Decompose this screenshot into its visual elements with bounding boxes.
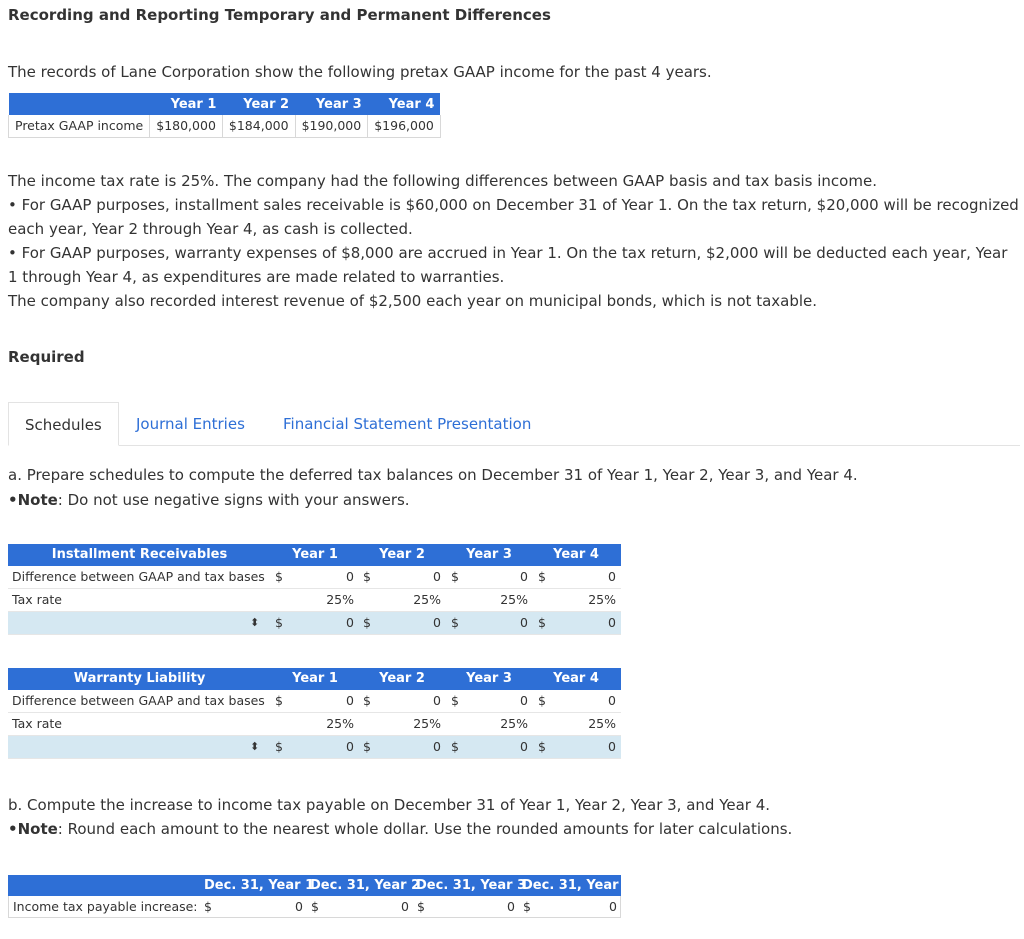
warranty-rate-year3: 25%: [500, 716, 528, 731]
increase-input-year4[interactable]: 0: [609, 899, 617, 914]
warranty-rate-label: Tax rate: [12, 716, 62, 731]
pretax-header-year4: Year 4: [368, 93, 441, 115]
warranty-title: Warranty Liability: [73, 671, 206, 686]
installment-diff-currency-1: $: [275, 569, 283, 584]
pretax-header-year3: Year 3: [295, 93, 368, 115]
installment-diff-currency-2: $: [363, 569, 371, 584]
part-b-note: [8, 817, 792, 841]
installment-year3: Year 3: [466, 547, 512, 562]
warranty-total-input-year1[interactable]: 0: [346, 739, 354, 754]
warranty-schedule: [8, 668, 621, 759]
warranty-total-row: [8, 736, 621, 759]
installment-total-currency-2: $: [363, 615, 371, 630]
income-tax-payable-table: [8, 875, 633, 918]
installment-header: [8, 544, 621, 566]
warranty-total-currency-2: $: [363, 739, 371, 754]
tab-financial-statement-presentation[interactable]: Financial Statement Presentation: [283, 415, 532, 433]
pretax-value-year4: $196,000: [368, 115, 441, 137]
installment-total-currency-3: $: [451, 615, 459, 630]
installment-schedule: [8, 544, 621, 635]
part-b-note-text: : Round each amount to the nearest whole dollar. Use the rounded amounts for later calculations.: [57, 820, 793, 838]
pretax-income-table: [8, 93, 441, 138]
pretax-value-year2: $184,000: [222, 115, 295, 137]
installment-year1: Year 1: [292, 547, 338, 562]
warranty-rate-year4: 25%: [588, 716, 616, 731]
part-a-note: [8, 488, 410, 512]
installment-year2: Year 2: [379, 547, 425, 562]
part-a-instruction: a. Prepare schedules to compute the deferred tax balances on December 31 of Year 1, Year 2, Year 3, and Year 4.: [8, 466, 858, 484]
installment-rate-label: Tax rate: [12, 592, 62, 607]
part-b-note-label: •Note: [8, 820, 58, 838]
increase-row: [8, 896, 621, 918]
installment-diff-input-year4[interactable]: 0: [608, 569, 616, 584]
increase-header-year4: Dec. 31, Year 4: [522, 878, 633, 893]
fact-warranty: • For GAAP purposes, warranty expenses of $8,000 are accrued in Year 1. On the tax return, $2,000 will be deducted each year, Year 1 through Year 4, as expenditures are made related to warranties.: [8, 244, 1008, 286]
increase-currency-2: $: [311, 899, 319, 914]
pretax-header-year2: Year 2: [222, 93, 295, 115]
increase-header-year1: Dec. 31, Year 1: [204, 878, 315, 893]
warranty-year4: Year 4: [553, 671, 599, 686]
installment-rate-year2: 25%: [413, 592, 441, 607]
increase-currency-4: $: [523, 899, 531, 914]
installment-total-currency-4: $: [538, 615, 546, 630]
warranty-rate-year2: 25%: [413, 716, 441, 731]
installment-total-input-year2[interactable]: 0: [433, 615, 441, 630]
installment-diff-input-year3[interactable]: 0: [520, 569, 528, 584]
installment-total-row: [8, 612, 621, 635]
pretax-value-year3: $190,000: [295, 115, 368, 137]
installment-diff-label: Difference between GAAP and tax bases: [12, 569, 265, 584]
increase-input-year3[interactable]: 0: [507, 899, 515, 914]
warranty-diff-currency-2: $: [363, 693, 371, 708]
installment-rate-row: [8, 589, 621, 612]
warranty-total-input-year3[interactable]: 0: [520, 739, 528, 754]
tab-journal-entries[interactable]: Journal Entries: [136, 415, 245, 433]
installment-label-select[interactable]: ⬍: [250, 616, 260, 629]
installment-diff-input-year2[interactable]: 0: [433, 569, 441, 584]
installment-total-input-year3[interactable]: 0: [520, 615, 528, 630]
warranty-diff-row: [8, 690, 621, 713]
pretax-header-year1: Year 1: [150, 93, 223, 115]
tab-schedules[interactable]: Schedules: [8, 402, 119, 446]
warranty-year2: Year 2: [379, 671, 425, 686]
warranty-diff-currency-4: $: [538, 693, 546, 708]
increase-currency-3: $: [417, 899, 425, 914]
part-b-instruction: b. Compute the increase to income tax payable on December 31 of Year 1, Year 2, Year 3, and Year 4.: [8, 796, 771, 814]
intro-text: The records of Lane Corporation show the following pretax GAAP income for the past 4 years.: [8, 63, 712, 81]
pretax-value-year1: $180,000: [150, 115, 223, 137]
increase-input-year2[interactable]: 0: [401, 899, 409, 914]
warranty-diff-input-year4[interactable]: 0: [608, 693, 616, 708]
warranty-rate-year1: 25%: [326, 716, 354, 731]
warranty-diff-currency-3: $: [451, 693, 459, 708]
installment-rate-year4: 25%: [588, 592, 616, 607]
increase-header-year2: Dec. 31, Year 2: [310, 878, 421, 893]
facts-block: [8, 169, 1020, 313]
warranty-total-input-year4[interactable]: 0: [608, 739, 616, 754]
pretax-corner: [9, 93, 150, 115]
installment-total-input-year1[interactable]: 0: [346, 615, 354, 630]
part-a-note-label: •Note: [8, 491, 58, 509]
fact-installment: • For GAAP purposes, installment sales receivable is $60,000 on December 31 of Year 1. On the tax return, $20,000 will be recognized each year, Year 2 through Year 4, as cash is collected.: [8, 196, 1019, 238]
part-a-note-text: : Do not use negative signs with your answers.: [57, 491, 410, 509]
installment-diff-currency-3: $: [451, 569, 459, 584]
pretax-row-label: Pretax GAAP income: [9, 115, 150, 137]
warranty-diff-input-year3[interactable]: 0: [520, 693, 528, 708]
installment-total-currency-1: $: [275, 615, 283, 630]
installment-rate-year1: 25%: [326, 592, 354, 607]
installment-diff-row: [8, 566, 621, 589]
tab-bar: [8, 402, 1020, 446]
warranty-year3: Year 3: [466, 671, 512, 686]
warranty-total-currency-4: $: [538, 739, 546, 754]
installment-diff-currency-4: $: [538, 569, 546, 584]
warranty-header: [8, 668, 621, 690]
increase-header: [8, 875, 633, 896]
warranty-rate-row: [8, 713, 621, 736]
warranty-label-select[interactable]: ⬍: [250, 740, 260, 753]
warranty-diff-input-year2[interactable]: 0: [433, 693, 441, 708]
installment-diff-input-year1[interactable]: 0: [346, 569, 354, 584]
increase-currency-1: $: [204, 899, 212, 914]
warranty-diff-input-year1[interactable]: 0: [346, 693, 354, 708]
required-heading: Required: [8, 348, 85, 366]
increase-input-year1[interactable]: 0: [295, 899, 303, 914]
page-title: Recording and Reporting Temporary and Permanent Differences: [8, 6, 551, 24]
installment-year4: Year 4: [553, 547, 599, 562]
installment-title: Installment Receivables: [51, 547, 228, 562]
warranty-diff-label: Difference between GAAP and tax bases: [12, 693, 265, 708]
warranty-total-currency-3: $: [451, 739, 459, 754]
warranty-total-input-year2[interactable]: 0: [433, 739, 441, 754]
increase-header-year3: Dec. 31, Year 3: [416, 878, 527, 893]
warranty-total-currency-1: $: [275, 739, 283, 754]
increase-row-label: Income tax payable increase:: [13, 899, 198, 914]
fact-tax-rate: The income tax rate is 25%. The company had the following differences between GAAP basis and tax basis income.: [8, 172, 877, 190]
installment-rate-year3: 25%: [500, 592, 528, 607]
warranty-diff-currency-1: $: [275, 693, 283, 708]
fact-municipal: The company also recorded interest revenue of $2,500 each year on municipal bonds, which is not taxable.: [8, 292, 818, 310]
installment-total-input-year4[interactable]: 0: [608, 615, 616, 630]
warranty-year1: Year 1: [292, 671, 338, 686]
